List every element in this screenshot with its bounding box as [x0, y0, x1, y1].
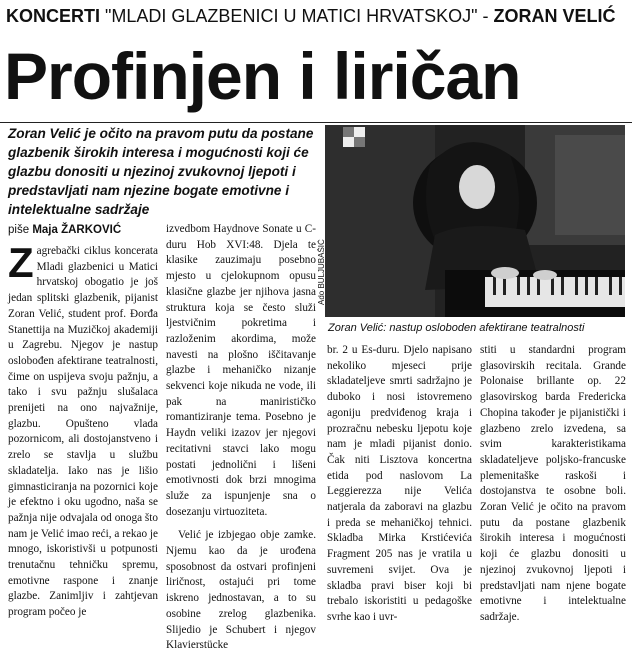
column-3-text: br. 2 u Es-duru. Djelo napisano nekoliko mjeseci prije skladateljeve smrti sadržajno je duboko i nosi istovremeno agoniju predviđenog kraja i prozračnu nebesku ljepotu koje nam je mladi pijanist donio. Čak niti Lisztova koncertna etida pod naslovom La Leggierezza nije Velića natjerala da zaboravi na glazbu i preda se mehaničkoj tehnici. Skladba Mirka Krstićevića Fragment 205 nas je vratila u suvremeni svijet. Ova je skladba pravi biser koji bi trebalo iskoristiti u pedagoške svrhe kao i uvr- — [327, 344, 472, 623]
kicker-title: "MLADI GLAZBENICI U MATICI HRVATSKOJ" - — [105, 6, 489, 26]
photo-caption: Zoran Velić: nastup osloboden afektirane teatralnosti — [328, 322, 585, 334]
photo-credit: Ado BULJUBAŠIĆ — [317, 239, 326, 305]
photo — [325, 125, 625, 317]
column-1-text: agrebački ciklus koncerata Mladi glazbenici u Matici hrvatskoj obogatio je još jedan splitski glazbenik, pijanist Zoran Velić, student prof. Đorđa Stanettija na Muzičkoj akademiji u Zagrebu. Njegov je nastup oslobođen afektirane teatralnosti, čime on uspijeva svoju pažnju, a tako i svu pažnju slušalaca prenijeti na ono najvažnije, glazbu. Opušteno vlada pozornicom, ali dostojanstveno i zrelo se stavlja u službu skladatelja. Iako nas je lišio gimnasticiranja na pozornici koje je efektno i oku ugodno, naša se pažnja nije odvajala od onoga što nam je Velić imao reći, a rekao je mnogo, iskoristivši u potpunosti trenutačnu tehničku spremu, emotivne raspone i znanje glazbe. Zanimljiv i zahtjevan program počeo je — [8, 245, 158, 619]
crest-icon — [343, 127, 365, 147]
section-label: KONCERTI — [6, 6, 100, 26]
kicker — [6, 3, 626, 29]
byline — [8, 222, 158, 238]
lead-paragraph: Zoran Velić je očito na pravom putu da postane glazbenik širokih interesa i mogućnosti koji će glazbu donositi u njezinoj zvukovnoj ljepoti i predstavljati nam njezine bogate emotivne i intelektualne sadržaje — [8, 126, 314, 217]
header-rule — [0, 122, 632, 123]
kicker-name: ZORAN VELIĆ — [493, 6, 616, 26]
column-4-text: stiti u standardni program glasovirskih recitala. Grande Polonaise brillante op. 22 glasovirskog barda Fredericka Chopina također je pijanistički i glazbeno zrelo izvedena, sa svim karakteristikama skladateljeve poljsko-francuske plemenitaške raskoši i dostojanstva te osobne boli. Zoran Velić je očito na pravom putu da postane glazbenik širokih interesa i mogućnosti koji će glazbu donositi u njezinoj zvukovnoj ljepoti i predstavljati nam njene bogate emotivne i intelektualne sadržaje. — [480, 344, 626, 623]
column-3 — [327, 343, 472, 623]
byline-author: Maja ŽARKOVIĆ — [32, 224, 122, 236]
headline: Profinjen i liričan — [4, 39, 521, 113]
drop-cap: Z — [8, 239, 34, 286]
byline-prefix: piše — [8, 224, 30, 236]
column-2-text: izvedbom Haydnove Sonate u C-duru Hob XVI:48. Djela te klasike zauzimaju posebno mjesto u cjelokupnom opusu klasične glazbe jer njihova jasna struktura koja se često služi ljestvičnim pokretima i razloženim akordima, može navesti na plošno iščitavanje glazbe i mehaničko nizanje sekvenci koje nikuda ne vode, ili pak na manirističko romantiziranje tema. Posebno je Haydn veliki izazov jer njegovi recitativni stavci lako mogu postati jednolični i lišeni emotivnosti dok brzi mnogima služe za ispunjenje sna o dosezanju virtuozitetа. — [166, 223, 316, 518]
column-2-text-2: Velić je izbjegao obje zamke. Njemu kao da je urođena sposobnost da ostvari profinjeni liričnost, ostajući pri tome iskreno jednostavan, a to su osobine zrelog glazbenika. Slijedio je Schubert i njegov Klavierstücke — [166, 529, 316, 652]
column-2 — [166, 222, 316, 652]
column-4 — [480, 343, 626, 623]
column-1 — [8, 239, 158, 619]
pianist-photo — [325, 125, 625, 317]
